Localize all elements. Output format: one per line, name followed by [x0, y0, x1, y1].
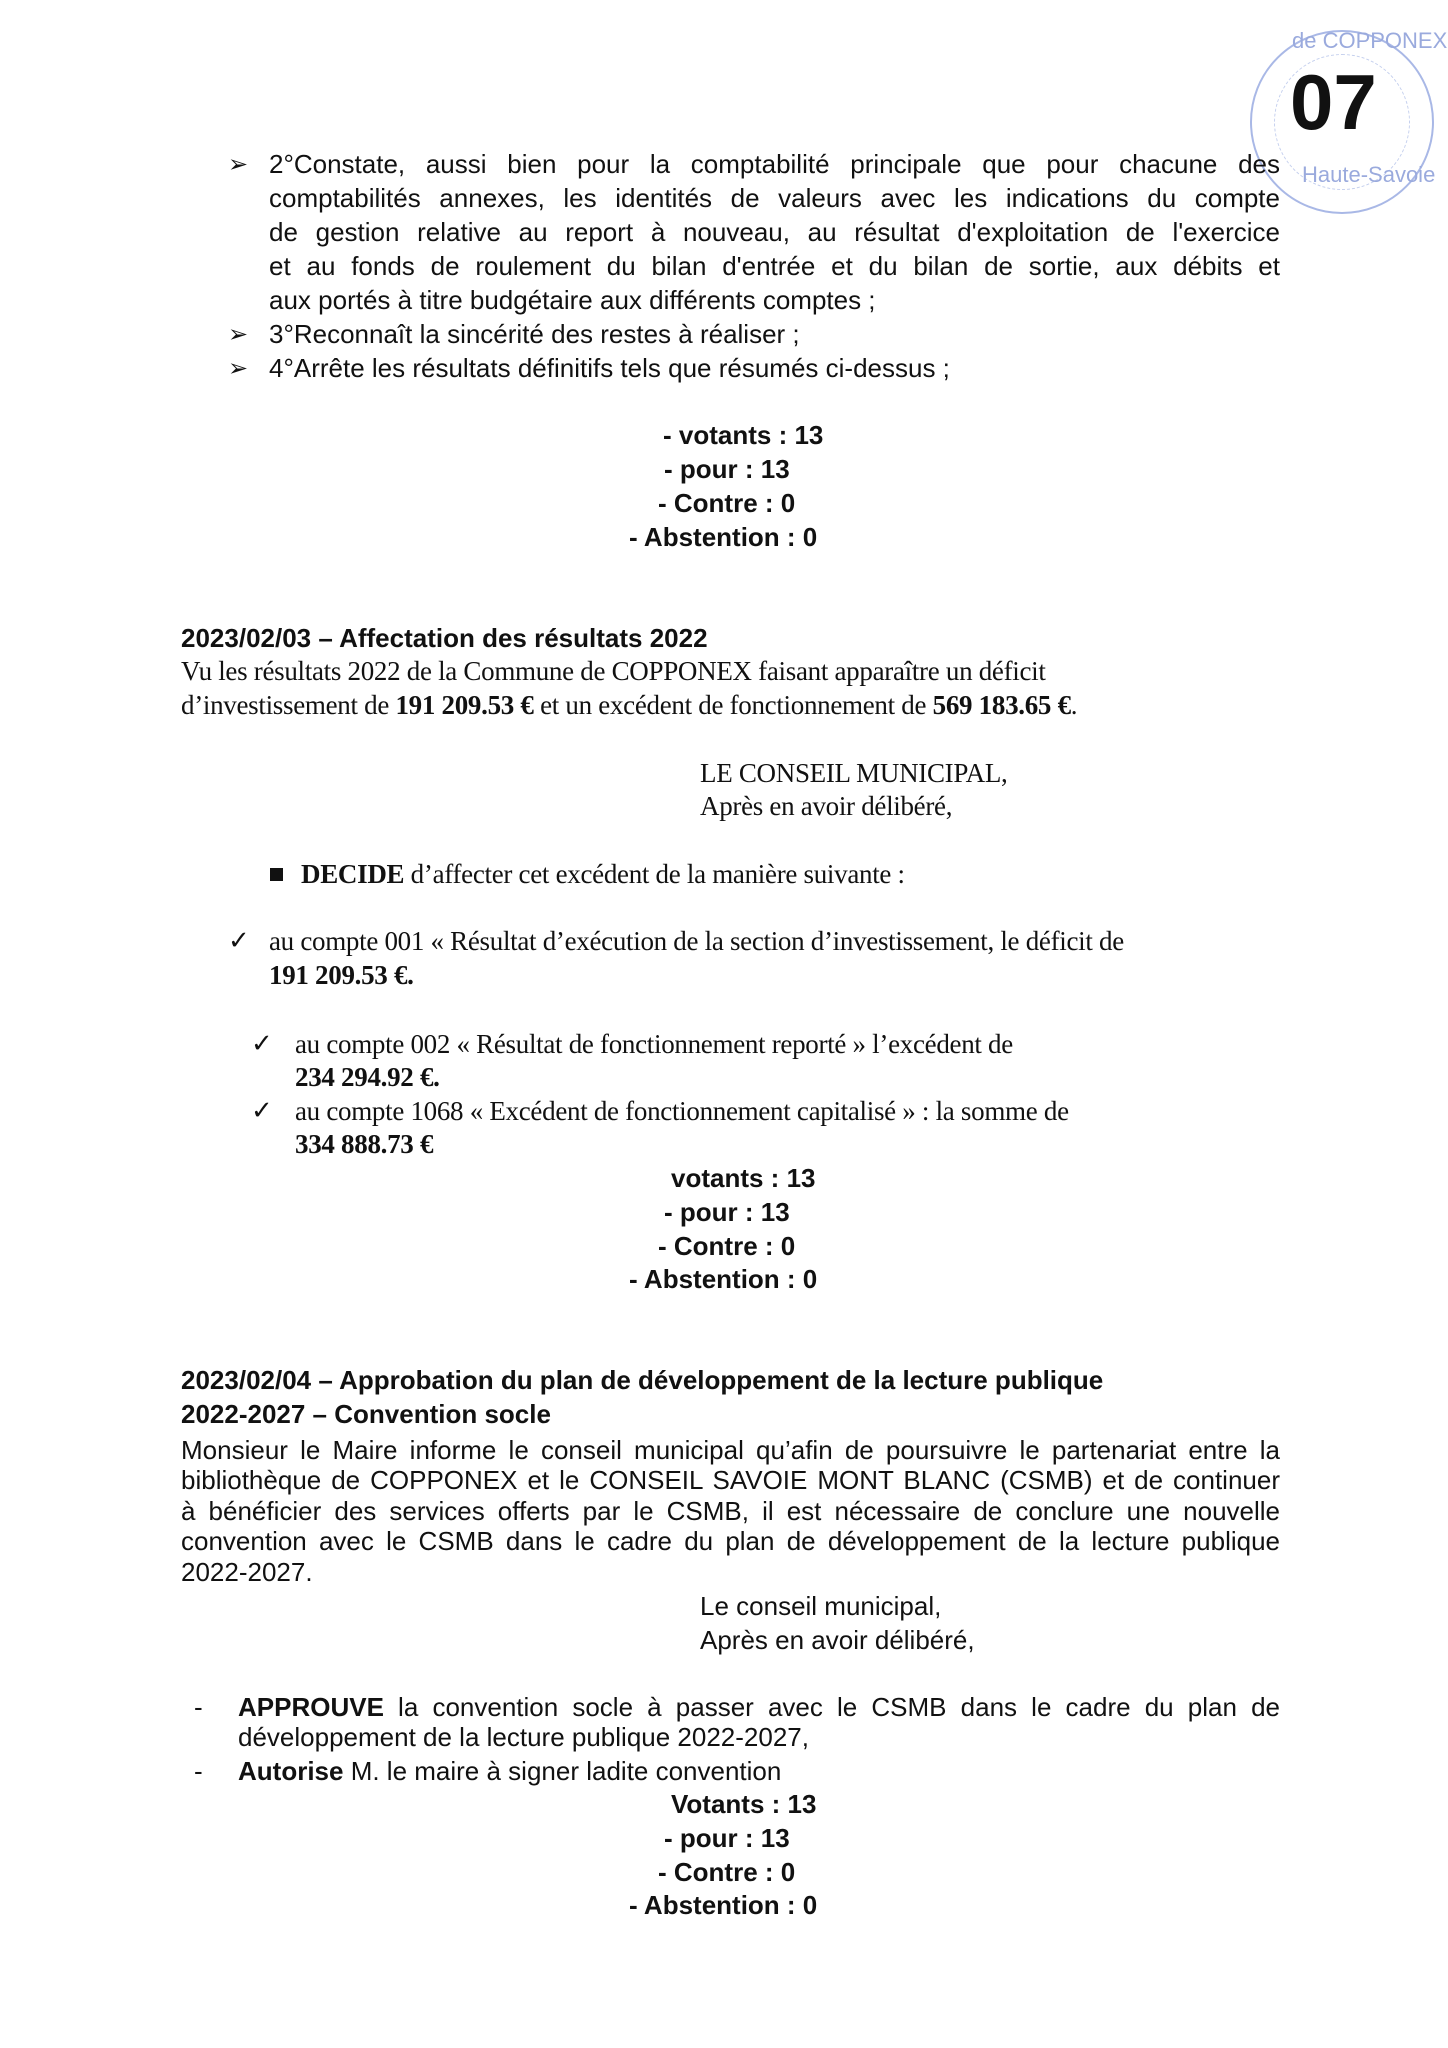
vote-voters: - votants : 13: [663, 420, 824, 450]
allocation-item: au compte 1068 « Excédent de fonctionnement capitalisé » : la somme de: [295, 1096, 1069, 1126]
arrow-bullet-icon: ➢: [228, 320, 249, 348]
stamp-top-text: de COPPONEX: [1292, 28, 1448, 53]
council-label: LE CONSEIL MUNICIPAL,: [700, 758, 1008, 788]
vote-against: - Contre : 0: [658, 1231, 796, 1261]
decide-line: [270, 858, 905, 890]
section-heading: 2023/02/04 – Approbation du plan de développement de la lecture publique: [181, 1365, 1104, 1395]
deliberated-label: Après en avoir délibéré,: [700, 1625, 975, 1655]
page-number: 07: [1290, 58, 1377, 146]
vote-against: - Contre : 0: [658, 488, 796, 518]
vote-abstention: - Abstention : 0: [629, 1264, 818, 1294]
allocation-amount: 191 209.53 €.: [269, 960, 414, 990]
deliberated-label: Après en avoir délibéré,: [700, 791, 953, 821]
paragraph-line: 2022-2027.: [181, 1557, 313, 1587]
approve-line: [238, 1691, 1280, 1723]
checkmark-icon: ✓: [228, 926, 250, 956]
bullet-line: 2°Constate, aussi bien pour la comptabilité principale que pour chacune des: [269, 149, 1280, 179]
allocation-item: au compte 001 « Résultat d’exécution de la section d’investissement, le déficit de: [269, 926, 1124, 956]
allocation-amount: 334 888.73 €: [295, 1129, 434, 1159]
vote-voters: Votants : 13: [671, 1789, 817, 1819]
decide-keyword: DECIDE: [301, 859, 405, 889]
vote-voters: votants : 13: [671, 1163, 816, 1193]
vote-for: - pour : 13: [664, 1197, 790, 1227]
intro-line: [181, 689, 1077, 721]
authorize-line: [238, 1755, 781, 1787]
authorize-keyword: Autorise: [238, 1756, 344, 1786]
vote-against: - Contre : 0: [658, 1857, 796, 1887]
bullet-line: comptabilités annexes, les identités de valeurs avec les indications du compte: [269, 183, 1280, 213]
vote-abstention: - Abstention : 0: [629, 522, 818, 552]
deficit-amount: 191 209.53 €: [395, 690, 534, 720]
text: la convention socle à passer avec le CSMB dans le cadre du plan de: [383, 1692, 1280, 1722]
approve-line-cont: développement de la lecture publique 2022-2027,: [238, 1722, 809, 1752]
vote-abstention: - Abstention : 0: [629, 1890, 818, 1920]
vote-for: - pour : 13: [664, 454, 790, 484]
allocation-amount: 234 294.92 €.: [295, 1062, 440, 1092]
council-label: Le conseil municipal,: [700, 1591, 942, 1621]
square-bullet-icon: [270, 868, 283, 881]
text: d’investissement de: [181, 690, 396, 720]
bullet-line: 3°Reconnaît la sincérité des restes à réaliser ;: [269, 319, 800, 349]
text: et un excédent de fonctionnement de: [533, 690, 933, 720]
text: M. le maire à signer ladite convention: [343, 1756, 782, 1786]
dash-bullet: -: [194, 1756, 203, 1786]
bullet-line: 4°Arrête les résultats définitifs tels que résumés ci-dessus ;: [269, 353, 950, 383]
arrow-bullet-icon: ➢: [228, 354, 249, 382]
approve-keyword: APPROUVE: [238, 1692, 384, 1722]
section-heading: 2023/02/03 – Affectation des résultats 2022: [181, 623, 708, 653]
vote-for: - pour : 13: [664, 1823, 790, 1853]
surplus-amount: 569 183.65 €: [932, 690, 1071, 720]
bullet-line: aux portés à titre budgétaire aux différents comptes ;: [269, 285, 876, 315]
paragraph-line: Monsieur le Maire informe le conseil municipal qu’afin de poursuivre le partenariat entre la: [181, 1435, 1280, 1465]
section-heading-cont: 2022-2027 – Convention socle: [181, 1399, 551, 1429]
text: .: [1070, 690, 1078, 720]
checkmark-icon: ✓: [251, 1029, 273, 1059]
bullet-line: de gestion relative au report à nouveau, au résultat d'exploitation de l'exercice: [269, 217, 1280, 247]
dash-bullet: -: [194, 1692, 203, 1722]
intro-line: Vu les résultats 2022 de la Commune de COPPONEX faisant apparaître un déficit: [181, 656, 1046, 686]
checkmark-icon: ✓: [251, 1096, 273, 1126]
paragraph-line: convention avec le CSMB dans le cadre du plan de développement de la lecture publique: [181, 1526, 1280, 1556]
stamp-bottom-text: Haute-Savoie: [1302, 162, 1436, 187]
allocation-item: au compte 002 « Résultat de fonctionnement reporté » l’excédent de: [295, 1029, 1013, 1059]
paragraph-line: bibliothèque de COPPONEX et le CONSEIL SAVOIE MONT BLANC (CSMB) et de continuer: [181, 1465, 1280, 1495]
paragraph-line: à bénéficier des services offerts par le CSMB, il est nécessaire de conclure une nouvelle: [181, 1496, 1280, 1526]
arrow-bullet-icon: ➢: [228, 150, 249, 178]
bullet-line: et au fonds de roulement du bilan d'entrée et du bilan de sortie, aux débits et: [269, 251, 1280, 281]
text: d’affecter cet excédent de la manière suivante :: [404, 859, 905, 889]
